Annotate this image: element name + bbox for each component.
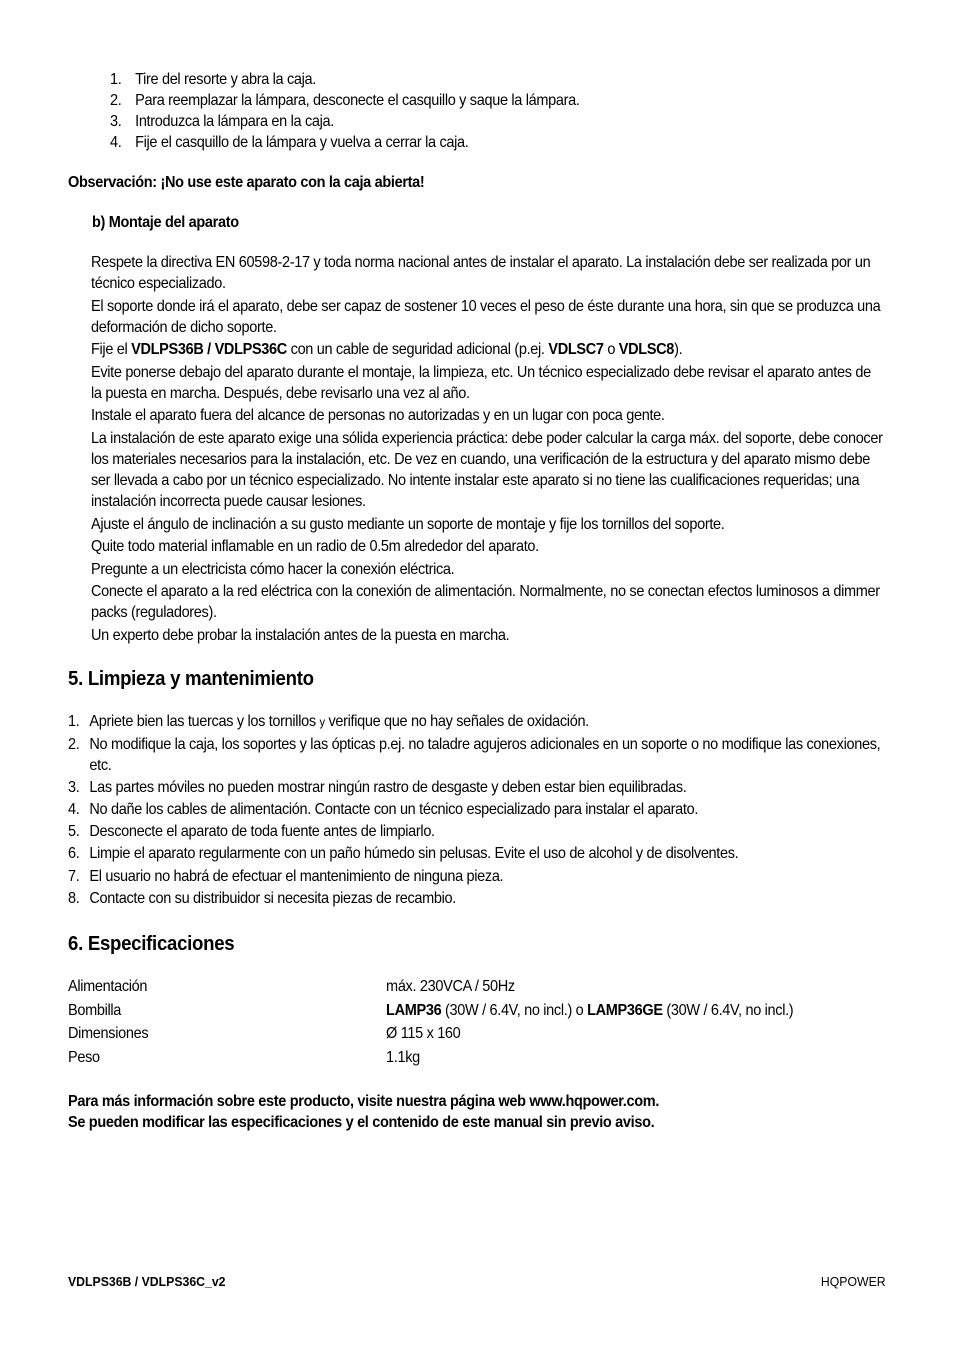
paragraph — [91, 339, 883, 360]
paragraph: Conecte el aparato a la red eléctrica con la conexión de alimentación. Normalmente, no se conectan efectos luminosos a dimmer packs (reguladores). — [91, 583, 880, 622]
list-text: Introduzca la lámpara en la caja. — [135, 113, 334, 130]
paragraph: Quite todo material inflamable en un radio de 0.5m alrededor del aparato. — [91, 538, 539, 556]
cleaning-list — [68, 711, 886, 910]
list-item — [68, 888, 886, 909]
spec-label: Alimentación — [68, 978, 148, 995]
mounting-instructions — [91, 252, 883, 648]
list-number: 8. — [68, 889, 80, 907]
paragraph: Instale el aparato fuera del alcance de personas no autorizadas y en un lugar con poca gente. — [91, 407, 665, 425]
text-run: Fije el — [91, 341, 132, 359]
lamp-replacement-steps — [110, 69, 910, 153]
list-item — [110, 90, 910, 111]
list-text: Apriete bien las tuercas y los tornillos — [89, 713, 320, 730]
spec-value: 1.1kg — [386, 1049, 420, 1067]
text-run: con un cable de seguridad adicional (p.ej. — [286, 341, 549, 359]
list-item — [68, 843, 886, 864]
list-number: 5. — [68, 823, 80, 841]
model-number: VDLPS36B / VDLPS36C — [131, 341, 287, 359]
spec-value — [386, 1000, 886, 1024]
paragraph: Evite ponerse debajo del aparato durante el montaje, la limpieza, etc. Un técnico especializado debe revisar el aparato antes de la puesta en marcha. Después, debe revisarlo una vez al año. — [91, 363, 871, 402]
spec-value: máx. 230VCA / 50Hz — [386, 978, 515, 995]
list-item — [68, 866, 886, 887]
list-item — [68, 734, 886, 776]
list-text: No dañe los cables de alimentación. Contacte con un técnico especializado para instalar el aparato. — [89, 801, 699, 819]
text-run: (30W / 6.4V, no incl.) — [662, 1001, 794, 1019]
spec-value: Ø 115 x 160 — [386, 1025, 461, 1043]
paragraph: El soporte donde irá el aparato, debe ser capaz de sostener 10 veces el peso de éste durante una hora, sin que se produzca una deformación de dicho soporte. — [91, 297, 881, 336]
list-number: 7. — [68, 867, 80, 885]
footer-model: VDLPS36B / VDLPS36C_v2 — [68, 1274, 226, 1289]
safety-cable-model: VDLSC8 — [618, 341, 675, 359]
spec-row — [68, 976, 886, 1000]
observation-warning: Observación: ¡No use este aparato con la caja abierta! — [68, 174, 425, 191]
list-item — [110, 111, 910, 132]
lamp-model: LAMP36GE — [587, 1001, 663, 1019]
list-number: 2. — [68, 736, 80, 754]
paragraph: Ajuste el ángulo de inclinación a su gusto mediante un soporte de montaje y fije los tornillos del soporte. — [91, 515, 725, 533]
list-item — [68, 711, 886, 733]
list-text: No modifique la caja, los soportes y las ópticas p.ej. no taladre agujeros adicionales en un soporte o no modifique las conexiones, etc. — [89, 736, 881, 775]
spec-label: Bombilla — [68, 1001, 122, 1019]
specs-table — [68, 976, 886, 1071]
footer-brand: HQPOWER — [821, 1274, 886, 1289]
list-number: 3. — [68, 779, 80, 797]
cleaning-heading: 5. Limpieza y mantenimiento — [68, 668, 314, 690]
paragraph: Un experto debe probar la instalación antes de la puesta en marcha. — [91, 626, 510, 644]
list-text: verifique que no hay señales de oxidación. — [324, 713, 589, 730]
list-number: 4. — [110, 134, 122, 151]
text-run: ). — [674, 341, 683, 359]
mounting-heading: b) Montaje del aparato — [92, 214, 239, 231]
safety-cable-model: VDLSC7 — [548, 341, 604, 359]
list-item — [110, 132, 910, 153]
list-item — [68, 799, 886, 820]
list-text: Tire del resorte y abra la caja. — [135, 71, 316, 88]
list-text: Limpie el aparato regularmente con un paño húmedo sin pelusas. Evite el uso de alcohol y de disolventes. — [89, 845, 739, 863]
list-text: Para reemplazar la lámpara, desconecte el casquillo y saque la lámpara. — [135, 92, 580, 109]
lamp-model: LAMP36 — [386, 1001, 442, 1019]
list-number: 2. — [110, 92, 122, 109]
list-number: 4. — [68, 801, 80, 819]
list-text: Las partes móviles no pueden mostrar ningún rastro de desgaste y deben estar bien equilibradas. — [89, 779, 687, 797]
spec-label: Peso — [68, 1049, 100, 1067]
list-number: 1. — [68, 713, 80, 730]
closing-notes — [68, 1091, 659, 1133]
list-text: y — [319, 715, 325, 729]
text-run: (30W / 6.4V, no incl.) o — [441, 1001, 588, 1019]
spec-row — [68, 1000, 886, 1024]
spec-row — [68, 1047, 886, 1071]
text-run: o — [603, 341, 619, 359]
specs-heading: 6. Especificaciones — [68, 933, 235, 955]
list-number: 1. — [110, 71, 122, 88]
list-number: 3. — [110, 113, 122, 130]
list-text: Desconecte el aparato de toda fuente antes de limpiarlo. — [89, 823, 435, 841]
list-text: Fije el casquillo de la lámpara y vuelva a cerrar la caja. — [135, 134, 469, 151]
paragraph: Respete la directiva EN 60598-2-17 y toda norma nacional antes de instalar el aparato. La instalación debe ser realizada por un técnico especializado. — [91, 254, 871, 292]
spec-row — [68, 1023, 886, 1047]
list-number: 6. — [68, 845, 80, 863]
list-item — [68, 777, 886, 798]
paragraph: Pregunte a un electricista cómo hacer la conexión eléctrica. — [91, 560, 455, 578]
list-text: El usuario no habrá de efectuar el mantenimiento de ninguna pieza. — [89, 867, 504, 885]
list-item — [68, 821, 886, 842]
spec-label: Dimensiones — [68, 1025, 149, 1043]
website-note: Para más información sobre este producto, visite nuestra página web www.hqpower.com. — [68, 1093, 660, 1110]
list-text: Contacte con su distribuidor si necesita piezas de recambio. — [89, 889, 456, 907]
paragraph: La instalación de este aparato exige una sólida experiencia práctica: debe poder calcular la carga máx. del soporte, debe conocer los materiales necesarios para la instalación, etc. De vez en cuando, una verificación de la estructura y del aparato mismo debe ser llevada a cabo por un técnico especializado. No intente instalar este aparato si no tiene las cualificaciones requeridas; una instalación incorrecta puede causar lesiones. — [91, 429, 883, 510]
disclaimer-note: Se pueden modificar las especificaciones y el contenido de este manual sin previo aviso. — [68, 1114, 655, 1131]
list-item — [110, 69, 910, 90]
